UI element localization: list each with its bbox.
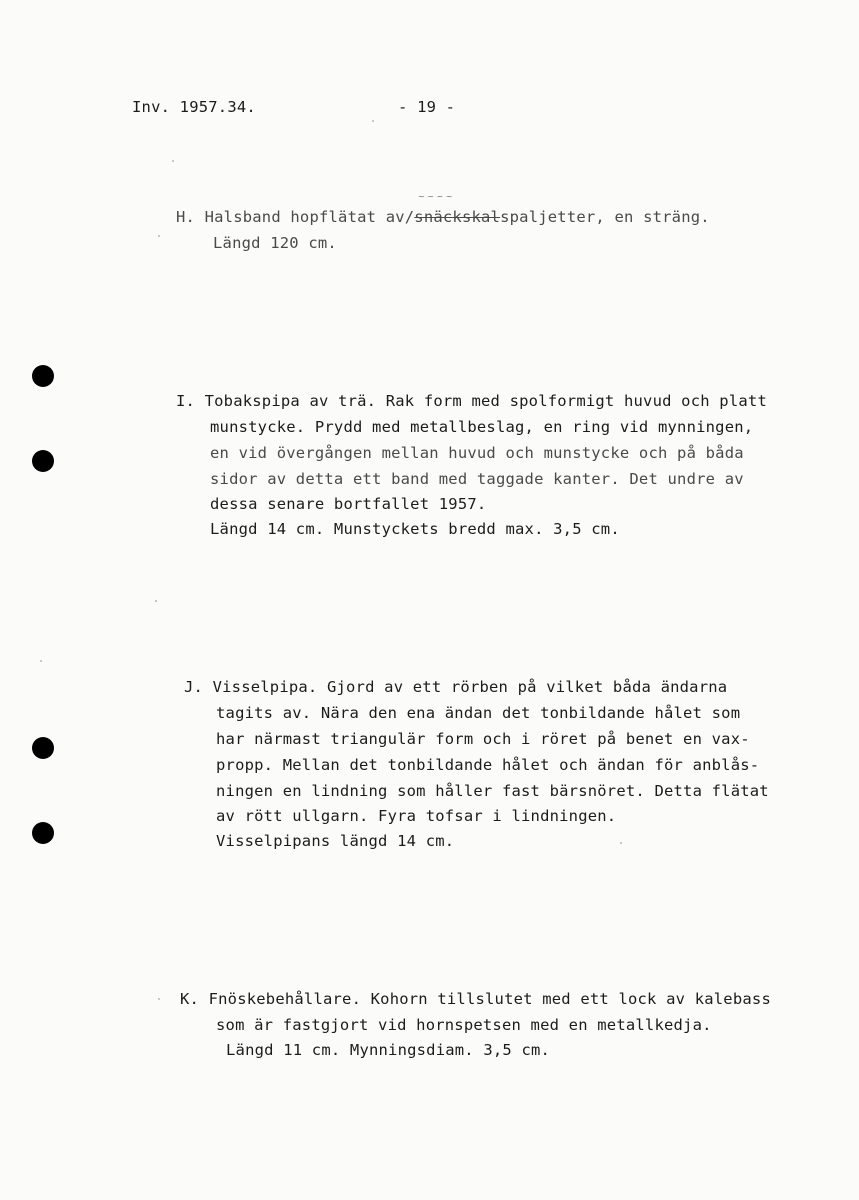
item-j-line-4: propp. Mellan det tonbildande hålet och ändan för anblås- xyxy=(216,756,760,774)
punch-hole-3 xyxy=(32,737,54,759)
item-j-line-5: ningen en lindning som håller fast bärsnöret. Detta flätat xyxy=(216,782,769,800)
handwritten-annotation: ~ ~ ~ ~ xyxy=(418,192,453,201)
page-number: - 19 - xyxy=(398,98,456,116)
inventory-number: Inv. 1957.34. xyxy=(132,98,256,116)
item-i-line-1: I. Tobakspipa av trä. Rak form med spolformigt huvud och platt xyxy=(176,392,767,410)
paper-speck xyxy=(172,160,174,162)
punch-hole-1 xyxy=(32,365,54,387)
item-j-line-6: av rött ullgarn. Fyra tofsar i lindningen. xyxy=(216,807,617,825)
item-h-line-2: Längd 120 cm. xyxy=(213,234,337,252)
punch-hole-2 xyxy=(32,450,54,472)
item-k-line-2: som är fastgjort vid hornspetsen med en metallkedja. xyxy=(216,1016,712,1034)
punch-hole-4 xyxy=(32,822,54,844)
item-j-line-2: tagits av. Nära den ena ändan det tonbildande hålet som xyxy=(216,704,741,722)
item-i-line-6: Längd 14 cm. Munstyckets bredd max. 3,5 cm. xyxy=(210,520,620,538)
item-h-line-1 xyxy=(176,210,710,226)
paper-speck xyxy=(372,120,374,122)
paper-speck xyxy=(155,600,157,602)
item-i-line-5: dessa senare bortfallet 1957. xyxy=(210,495,487,513)
paper-speck xyxy=(620,842,622,844)
item-j-line-7: Visselpipans längd 14 cm. xyxy=(216,832,455,850)
paper-speck xyxy=(40,660,42,662)
item-i-line-2: munstycke. Prydd med metallbeslag, en ring vid mynningen, xyxy=(210,418,754,436)
item-i-line-3: en vid övergången mellan huvud och munstycke och på båda xyxy=(210,444,744,462)
item-j-line-1: J. Visselpipa. Gjord av ett rörben på vilket båda ändarna xyxy=(184,678,728,696)
item-j-line-3: har närmast triangulär form och i röret på benet en vax- xyxy=(216,730,750,748)
item-k-line-1: K. Fnöskebehållare. Kohorn tillslutet med ett lock av kalebass xyxy=(180,990,771,1008)
item-h-struck-word: snäckskal xyxy=(414,208,501,226)
paper-speck xyxy=(158,998,160,1000)
item-h-suffix: spaljetter, en sträng. xyxy=(500,208,710,226)
item-i-line-4: sidor av detta ett band med taggade kanter. Det undre av xyxy=(210,470,744,488)
paper-speck xyxy=(158,235,160,237)
item-h-prefix: H. Halsband hopflätat av/ xyxy=(176,208,415,226)
item-k-line-3: Längd 11 cm. Mynningsdiam. 3,5 cm. xyxy=(226,1041,551,1059)
